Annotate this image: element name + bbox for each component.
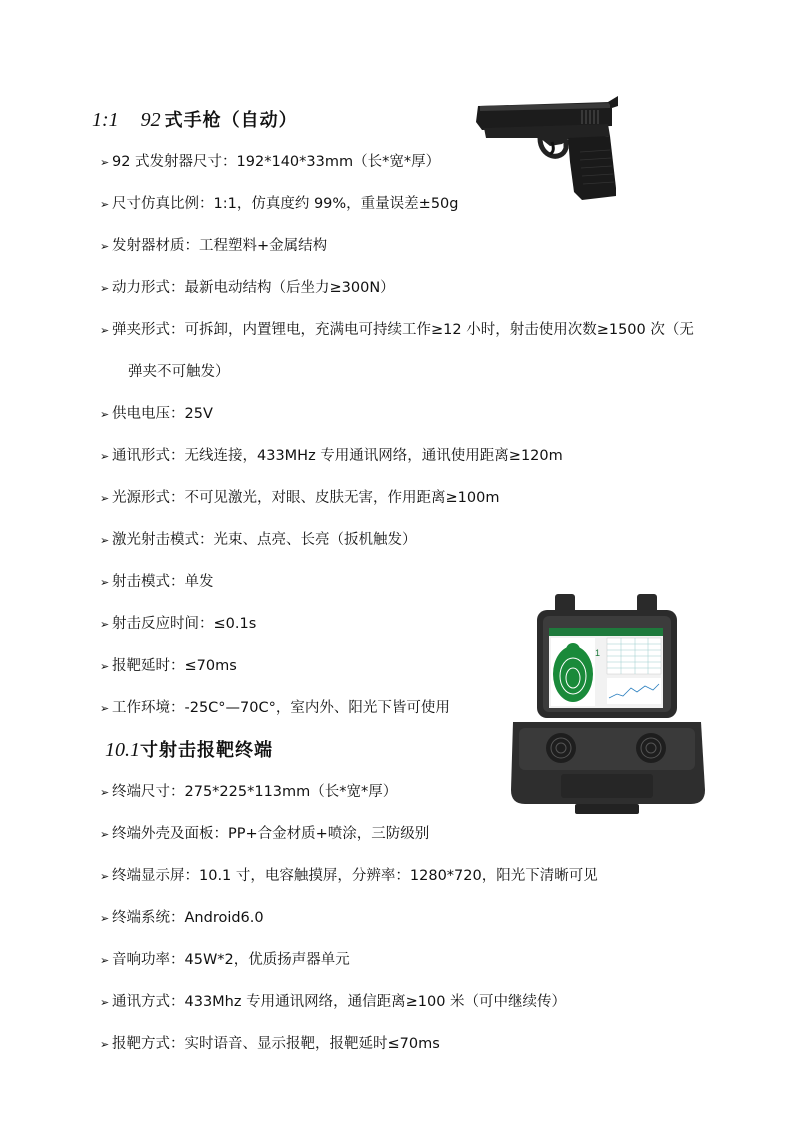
speaker-left-icon	[546, 733, 576, 763]
spec-item	[100, 404, 213, 425]
bullet-arrow-icon: ➢	[100, 618, 110, 631]
speaker-right-icon	[636, 733, 666, 763]
bullet-arrow-icon: ➢	[100, 534, 110, 547]
spec-item	[100, 572, 214, 593]
section-number: 10.1	[105, 739, 140, 761]
model-number: 92	[140, 109, 161, 131]
bullet-arrow-icon: ➢	[100, 324, 110, 337]
section-title: 式手枪（自动）	[164, 110, 298, 131]
bullet-arrow-icon: ➢	[100, 282, 110, 295]
spec-text: 供电电压：25V	[112, 406, 213, 422]
bullet-arrow-icon: ➢	[100, 492, 110, 505]
spec-item	[100, 992, 566, 1013]
spec-item	[100, 152, 440, 173]
spec-text: 92 式发射器尺寸：192*140*33mm（长*宽*厚）	[112, 154, 441, 170]
spec-text: 终端外壳及面板：PP+合金材质+喷涂，三防级别	[112, 826, 430, 842]
spec-item	[100, 950, 350, 971]
spec-item	[100, 1034, 440, 1055]
target-terminal-case-photo	[505, 590, 710, 822]
spec-item	[100, 278, 395, 299]
spec-item	[100, 446, 563, 467]
section-title: 寸射击报靶终端	[140, 740, 273, 761]
bullet-arrow-icon: ➢	[100, 240, 110, 253]
spec-item	[100, 320, 694, 341]
spec-text: 弹夹形式：可拆卸，内置锂电，充满电可持续工作≥12 小时，射击使用次数≥1500 次（无	[112, 322, 694, 338]
spec-text: 通讯形式：无线连接，433MHz 专用通讯网络，通讯使用距离≥120m	[112, 448, 563, 464]
section-number: 1:1	[92, 109, 119, 131]
bullet-arrow-icon: ➢	[100, 1038, 110, 1051]
spec-item	[100, 194, 458, 215]
spec-item-continuation	[128, 362, 230, 382]
spec-text: 通讯方式：433Mhz 专用通讯网络，通信距离≥100 米（可中继续传）	[112, 994, 567, 1010]
bullet-arrow-icon: ➢	[100, 786, 110, 799]
spec-item	[100, 614, 256, 635]
spec-text: 发射器材质：工程塑料+金属结构	[112, 238, 328, 254]
section-heading-pistol	[92, 106, 298, 132]
spec-text: 弹夹不可触发）	[128, 364, 230, 380]
bullet-arrow-icon: ➢	[100, 576, 110, 589]
bullet-arrow-icon: ➢	[100, 156, 110, 169]
spec-item	[100, 698, 450, 719]
spec-item	[100, 488, 499, 509]
spec-item	[100, 908, 264, 929]
spec-text: 报靶延时：≤70ms	[112, 658, 237, 674]
bullet-arrow-icon: ➢	[100, 954, 110, 967]
spec-text: 动力形式：最新电动结构（后坐力≥300N）	[112, 280, 395, 296]
pistol-photo	[470, 92, 620, 204]
spec-item	[100, 824, 429, 845]
screen-score-digit: 1	[595, 648, 601, 658]
bullet-arrow-icon: ➢	[100, 660, 110, 673]
spec-item	[100, 656, 237, 677]
spec-text: 音响功率：45W*2，优质扬声器单元	[112, 952, 350, 968]
bullet-arrow-icon: ➢	[100, 912, 110, 925]
spec-item	[100, 236, 327, 257]
bullet-arrow-icon: ➢	[100, 996, 110, 1009]
bullet-arrow-icon: ➢	[100, 198, 110, 211]
spec-text: 终端尺寸：275*225*113mm（长*宽*厚）	[112, 784, 398, 800]
spec-text: 射击反应时间：≤0.1s	[112, 616, 257, 632]
section-heading-terminal	[105, 736, 273, 762]
spec-item	[100, 530, 417, 551]
spec-text: 射击模式：单发	[112, 574, 214, 590]
spec-text: 报靶方式：实时语音、显示报靶，报靶延时≤70ms	[112, 1036, 440, 1052]
spec-item	[100, 782, 397, 803]
spec-text: 终端显示屏：10.1 寸，电容触摸屏，分辨率：1280*720，阳光下清晰可见	[112, 868, 598, 884]
spec-text: 光源形式：不可见激光，对眼、皮肤无害，作用距离≥100m	[112, 490, 500, 506]
bullet-arrow-icon: ➢	[100, 828, 110, 841]
spec-item	[100, 866, 598, 887]
bullet-arrow-icon: ➢	[100, 450, 110, 463]
bullet-arrow-icon: ➢	[100, 408, 110, 421]
spec-text: 激光射击模式：光束、点亮、长亮（扳机触发）	[112, 532, 417, 548]
bullet-arrow-icon: ➢	[100, 870, 110, 883]
bullet-arrow-icon: ➢	[100, 702, 110, 715]
spec-text: 工作环境：-25C°—70C°，室内外、阳光下皆可使用	[112, 700, 450, 716]
spec-text: 终端系统：Android6.0	[112, 910, 264, 926]
spec-text: 尺寸仿真比例：1:1，仿真度约 99%，重量误差±50g	[112, 196, 459, 212]
